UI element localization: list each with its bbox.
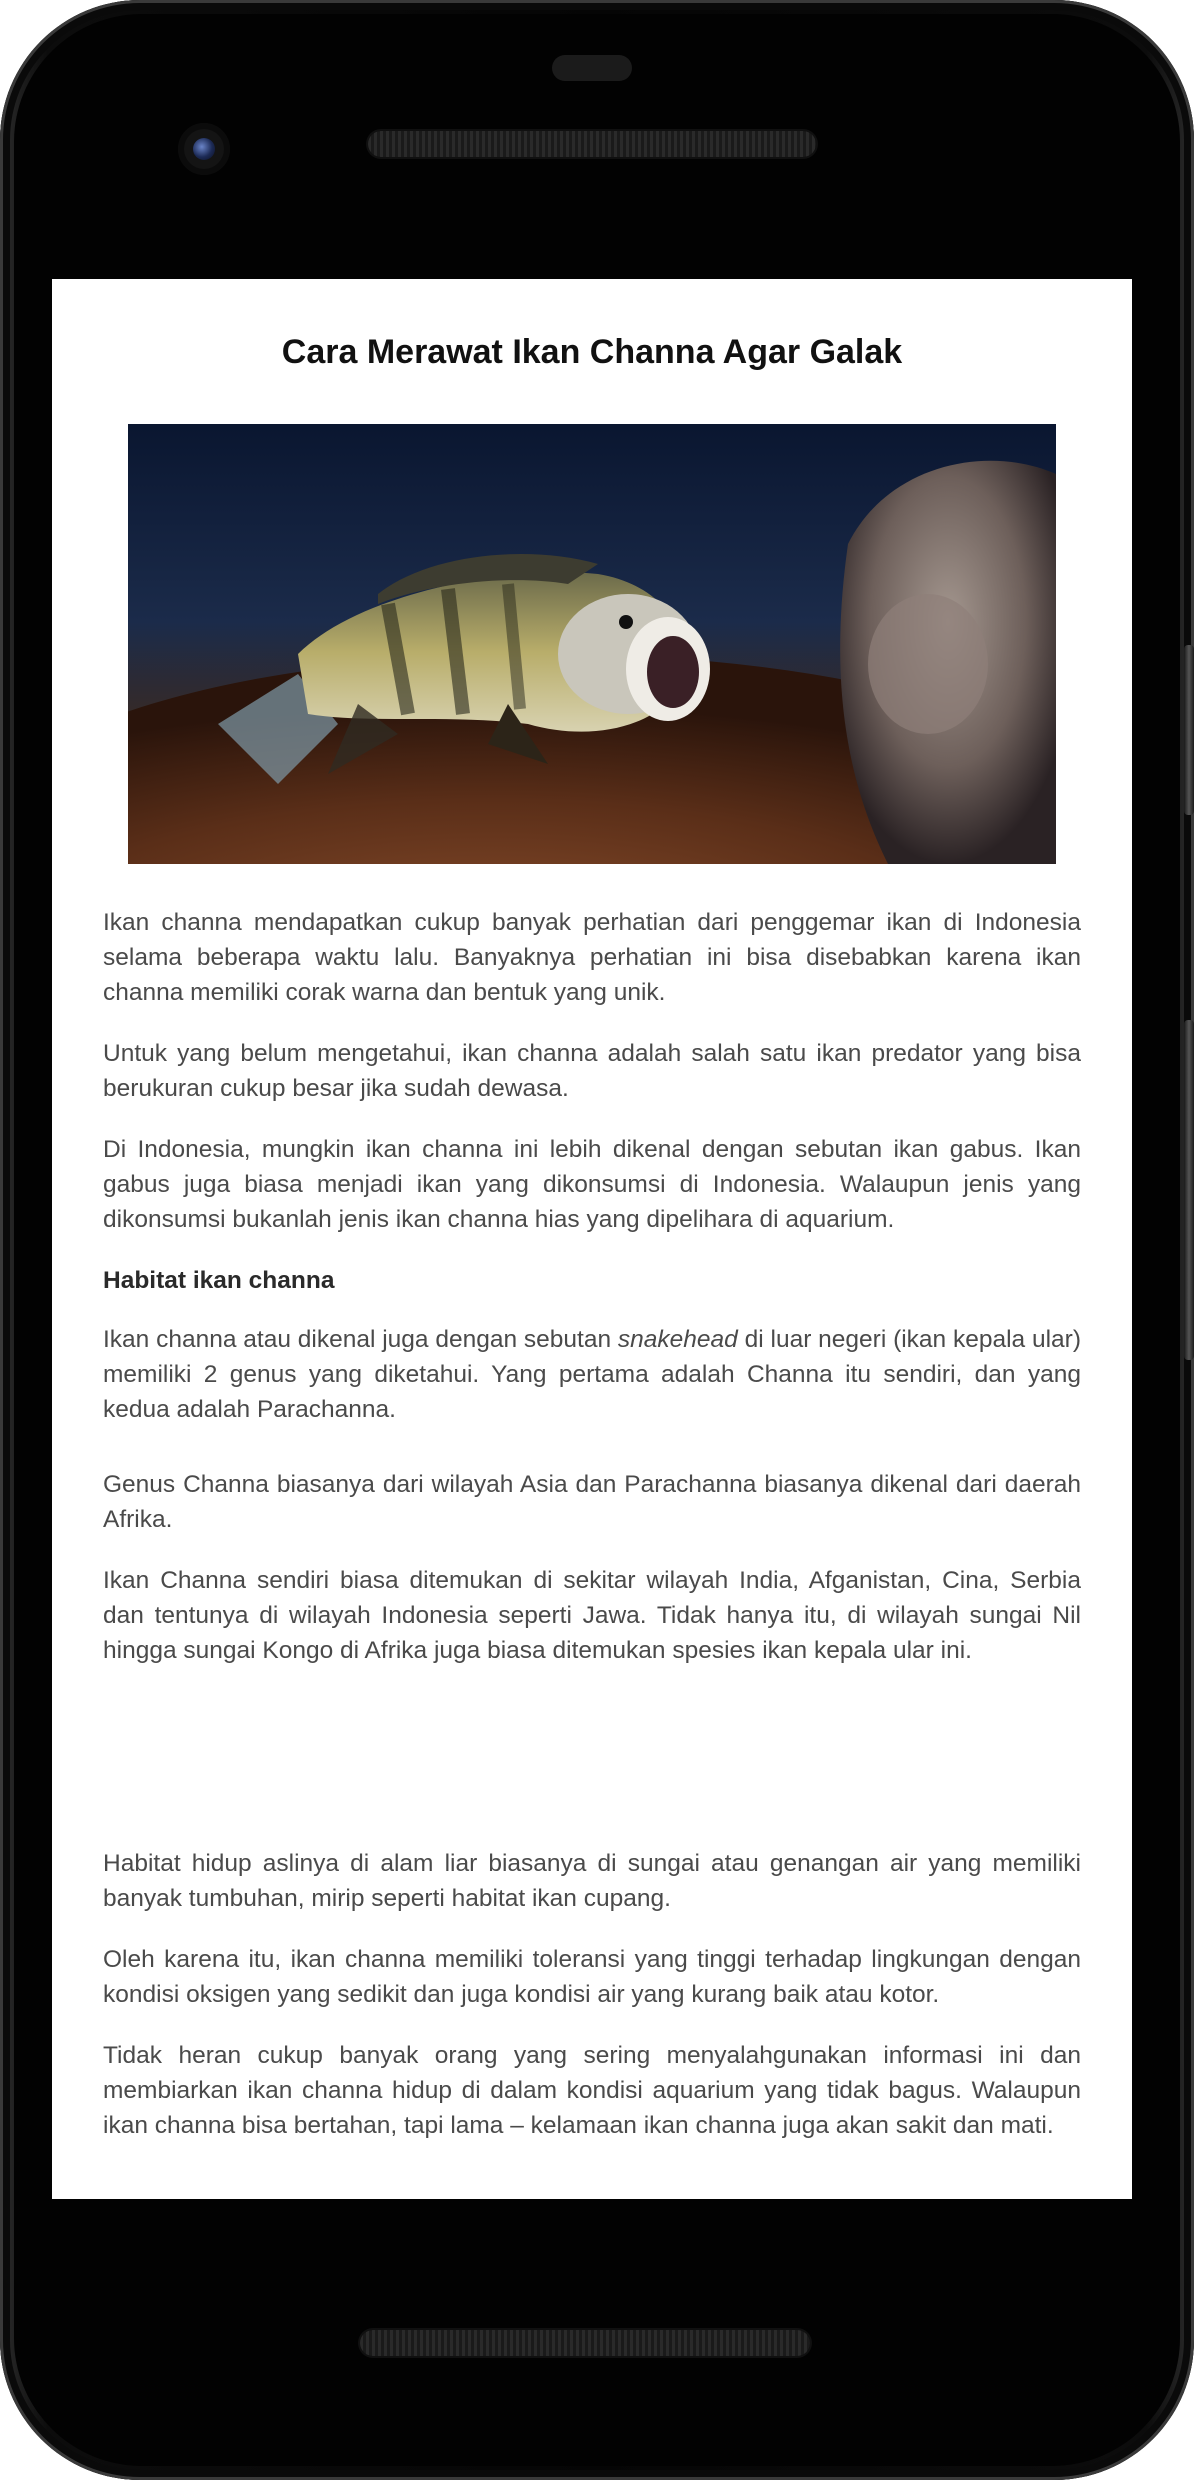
- paragraph: Oleh karena itu, ikan channa memiliki toleransi yang tinggi terhadap lingkungan dengan kondisi oksigen yang sedikit dan juga kondisi air yang kurang baik atau kotor.: [103, 1946, 1081, 2008]
- paragraph: [103, 1322, 1081, 1427]
- power-button: [1184, 645, 1194, 815]
- paragraph: Genus Channa biasanya dari wilayah Asia dan Parachanna biasanya dikenal dari daerah Afrika.: [103, 1471, 1081, 1533]
- front-camera-icon: [178, 123, 230, 175]
- paragraph: Tidak heran cukup banyak orang yang sering menyalahgunakan informasi ini dan membiarkan ikan channa hidup di dalam kondisi aquarium yang tidak bagus. Walaupun ikan channa bisa bertahan, tapi lama – kelamaan ikan channa juga akan sakit dan mati.: [103, 2042, 1081, 2139]
- ad-placeholder: [103, 1694, 1081, 1846]
- paragraph: Ikan channa mendapatkan cukup banyak perhatian dari penggemar ikan di Indonesia selama beberapa waktu lalu. Banyaknya perhatian ini bisa disebabkan karena ikan channa memiliki corak warna dan bentuk yang unik.: [103, 909, 1081, 1006]
- article-hero-image: [128, 424, 1056, 864]
- article-title: Cara Merawat Ikan Channa Agar Galak: [281, 333, 903, 371]
- paragraph: Habitat hidup aslinya di alam liar biasanya di sungai atau genangan air yang memiliki banyak tumbuhan, mirip seperti habitat ikan cupang.: [103, 1850, 1081, 1912]
- paragraph: Di Indonesia, mungkin ikan channa ini lebih dikenal dengan sebutan ikan gabus. Ikan gabus juga biasa menjadi ikan yang dikonsumsi di Indonesia. Walaupun jenis yang dikonsumsi bukanlah jenis ikan channa hias yang dipelihara di aquarium.: [103, 1136, 1081, 1233]
- spacer: [103, 1453, 1081, 1467]
- app-screen[interactable]: [52, 279, 1132, 2199]
- article-body: [103, 905, 1081, 2169]
- paragraph-text: Ikan channa atau dikenal juga dengan sebutan: [103, 1326, 618, 1353]
- earpiece-speaker: [368, 131, 816, 157]
- emphasis-text: snakehead: [617, 1326, 738, 1353]
- paragraph-text: di luar negeri (ikan kepala ular) memiliki 2 genus yang diketahui. Yang pertama adalah Channa itu sendiri, dan yang kedua adalah Parachanna.: [103, 1326, 1081, 1423]
- paragraph: Ikan Channa sendiri biasa ditemukan di sekitar wilayah India, Afganistan, Cina, Serbia dan tentunya di wilayah Indonesia seperti Jawa. Tidak hanya itu, di wilayah sungai Nil hingga sungai Kongo di Afrika juga biasa ditemukan spesies ikan kepala ular ini.: [103, 1567, 1081, 1664]
- section-heading: Habitat ikan channa: [103, 1267, 335, 1294]
- proximity-sensor: [552, 55, 632, 81]
- paragraph: Untuk yang belum mengetahui, ikan channa adalah salah satu ikan predator yang bisa berukuran cukup besar jika sudah dewasa.: [103, 1040, 1081, 1102]
- bottom-speaker: [360, 2330, 810, 2356]
- volume-button: [1184, 1020, 1194, 1360]
